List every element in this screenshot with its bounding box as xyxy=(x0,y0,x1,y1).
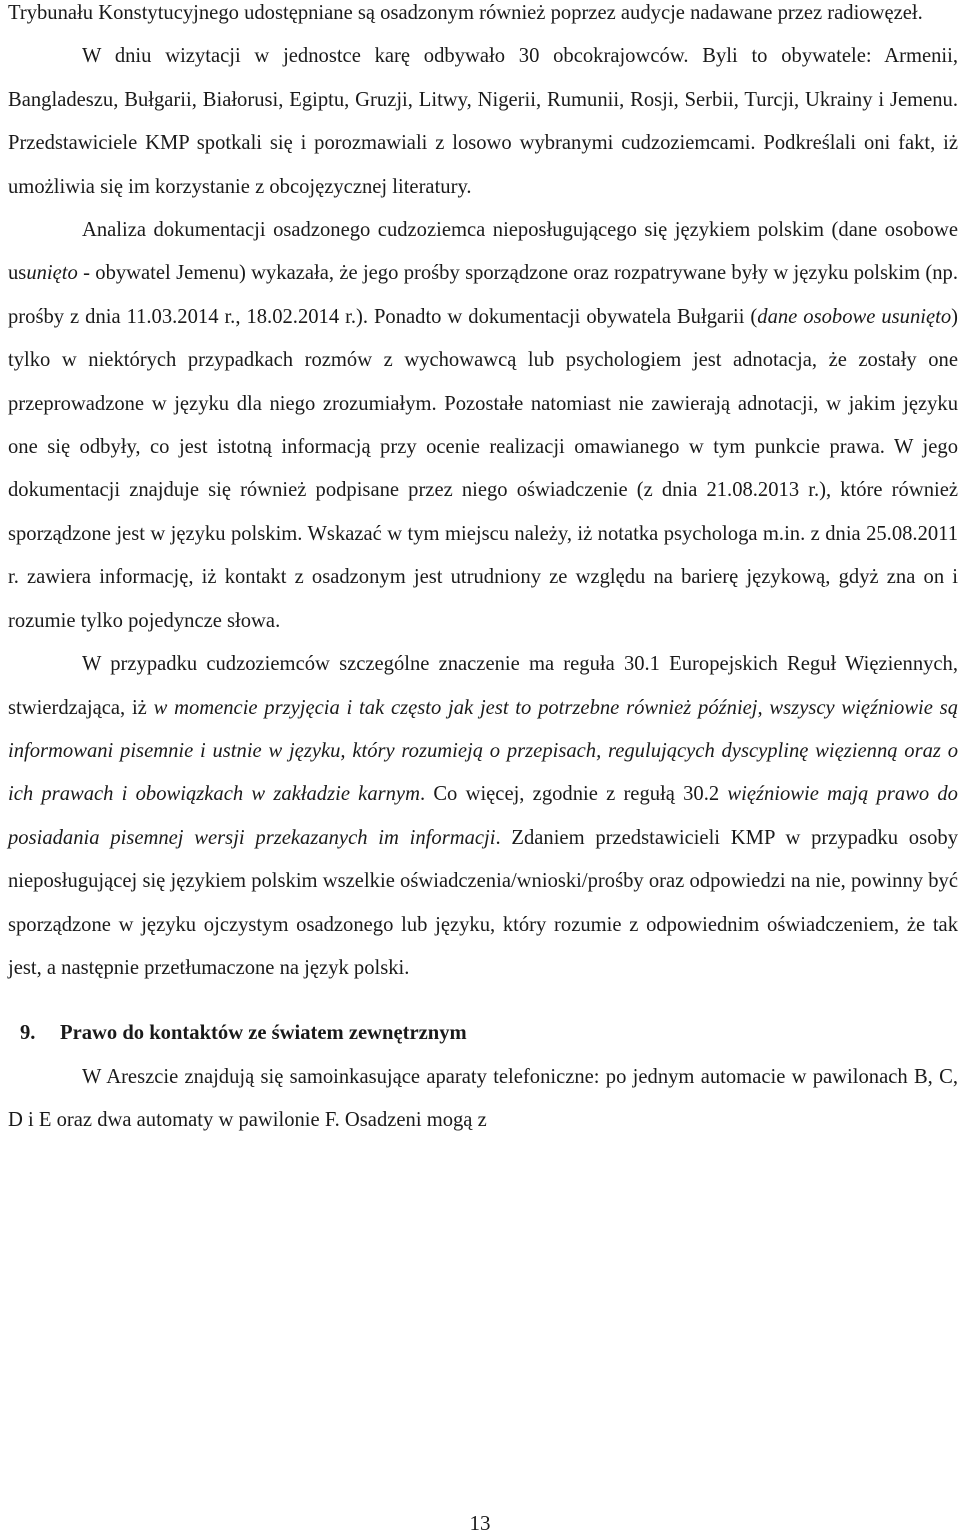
document-page xyxy=(8,0,958,1143)
text-run: - obywatel Jemenu) wykazała, że jego prośby sporządzone oraz rozpatrywane były w języku polskim (np. prośby z dnia 11.03.2014 r., 18.02.2014 r.). Ponadto w dokumentacji obywatela Bułgarii ( xyxy=(8,262,958,328)
text-run: W przypadku cudzoziemców szczególne znaczenie ma reguła 30.1 Europejskich Reguł Więziennych, stwierdzająca, iż xyxy=(8,653,958,719)
paragraph-european-prison-rules xyxy=(8,643,958,990)
paragraph-telephones: W Areszcie znajdują się samoinkasujące aparaty telefoniczne: po jednym automacie w pawilonach B, C, D i E oraz dwa automaty w pawilonie F. Osadzeni mogą z xyxy=(8,1065,958,1132)
text-run: ) tylko w niektórych przypadkach rozmów z wychowawcą lub psychologiem jest adnotacja, że zostały one przeprowadzone w języku dla niego zrozumiałym. Pozostałe natomiast nie zawierają adnotacji, w jakim języku one się odbyły, co jest istotną informacją przy ocenie realizacji omawianego w tym punkcie prawa. W jego dokumentacji znajduje się również podpisane przez niego oświadczenie (z dnia 21.08.2013 r.), które również sporządzone jest w języku polskim. Wskazać w tym miejscu należy, iż notatka psychologa m.in. z dnia 25.08.2011 r. zawiera informację, iż kontakt z osadzonym jest utrudniony ze względu na barierę językową, gdyż zna on i rozumie tylko pojedyncze słowa. xyxy=(8,305,958,632)
text-run: . Co więcej, zgodnie z regułą 30.2 xyxy=(419,783,728,806)
text-run-italic: unięto xyxy=(26,262,78,285)
text-run: . Zdaniem przedstawicieli KMP w przypadku osoby nieposługującej się językiem polskim wszelkie oświadczenia/wnioski/prośby oraz odpowiedzi na nie, powinny być sporządzone w języku ojczystym osadzonego lub języku, który rozumie z odpowiednim oświadczeniem, że tak jest, a następnie przetłumaczone na język polski. xyxy=(8,826,958,979)
page-number: 13 xyxy=(469,1511,491,1535)
paragraph-intro: Trybunału Konstytucyjnego udostępniane są osadzonym również poprzez audycje nadawane przez radiowęzeł. xyxy=(8,2,923,24)
spacer xyxy=(8,990,958,1012)
paragraph-documentation-analysis xyxy=(8,209,958,643)
section-number: 9. xyxy=(20,1022,36,1045)
paragraph-foreigners: W dniu wizytacji w jednostce karę odbywało 30 obcokrajowców. Byli to obywatele: Armenii, Bangladeszu, Bułgarii, Białorusi, Egiptu, Gruzji, Litwy, Nigerii, Rumunii, Rosji, Serbii, Turcji, Ukrainy i Jemenu. Przedstawiciele KMP spotkali się i porozmawiali z losowo wybranymi cudzoziemcami. Podkreślali oni fakt, iż umożliwia się im korzystanie z obcojęzycznej literatury. xyxy=(8,45,958,198)
text-run-italic: w momencie przyjęcia i tak często jak jest to potrzebne również później, wszyscy więźniowie są informowani pisemnie i ustnie w języku, który rozumieją o przepisach, regulujących dyscyplinę więzienną oraz o ich prawach i obowiązkach w zakładzie karnym xyxy=(8,696,958,806)
section-title: Prawo do kontaktów ze światem zewnętrznym xyxy=(60,1022,467,1045)
text-run-italic: dane osobowe usunięto xyxy=(757,305,952,328)
section-heading xyxy=(8,1012,958,1055)
text-run: Analiza dokumentacji osadzonego cudzoziemca nieposługującego się językiem polskim (dane osobowe us xyxy=(8,219,958,285)
text-run-italic: więźniowie mają prawo do posiadania pisemnej wersji przekazanych im informacji xyxy=(8,783,958,849)
